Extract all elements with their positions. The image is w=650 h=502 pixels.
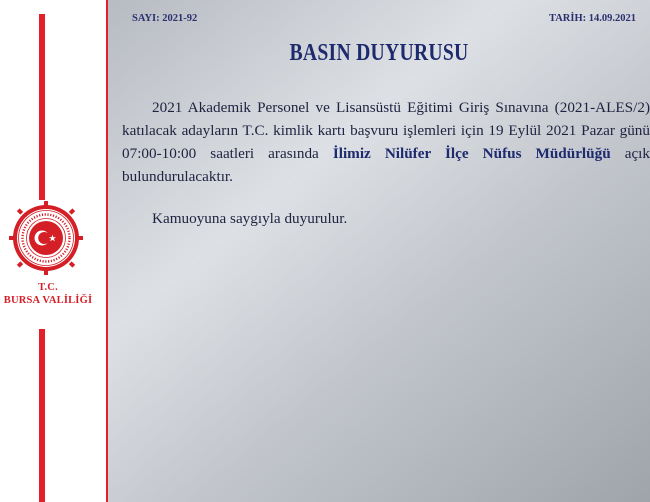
sidebar-caption: [0, 281, 96, 307]
page-title: BASIN DUYURUSU: [289, 40, 469, 66]
caption-governorship: BURSA VALİLİĞİ: [3, 295, 93, 306]
body-text-bold: İlimiz Nilüfer İlçe Nüfus Müdürlüğü: [332, 145, 611, 162]
document-date: TARİH: 14.09.2021: [548, 13, 636, 24]
red-bar-top: [39, 14, 45, 200]
sidebar: [0, 0, 108, 502]
closing-line: Kamuoyuna saygıyla duyurulur.: [152, 210, 348, 227]
red-bar-bottom: [39, 329, 45, 502]
caption-tc: T.C.: [38, 282, 58, 293]
announcement-paragraph: [122, 96, 650, 188]
content-area: [108, 0, 650, 502]
announcement-body: [122, 96, 650, 188]
body-text-part1: 2021 Akademik Personel ve Lisansüstü Eğitimi Giriş Sınavına (2021-ALES/2) katılacak adayların T.C. kimlik kartı başvuru işlemleri için 19 Eylül 2021 Pazar günü 07:00-10:00 saatleri arasında: [122, 99, 650, 162]
governorship-seal-logo: [8, 200, 84, 276]
body-text-part2: açık bulundurulacaktır.: [122, 145, 650, 185]
document-number: SAYI: 2021-92: [132, 13, 198, 24]
